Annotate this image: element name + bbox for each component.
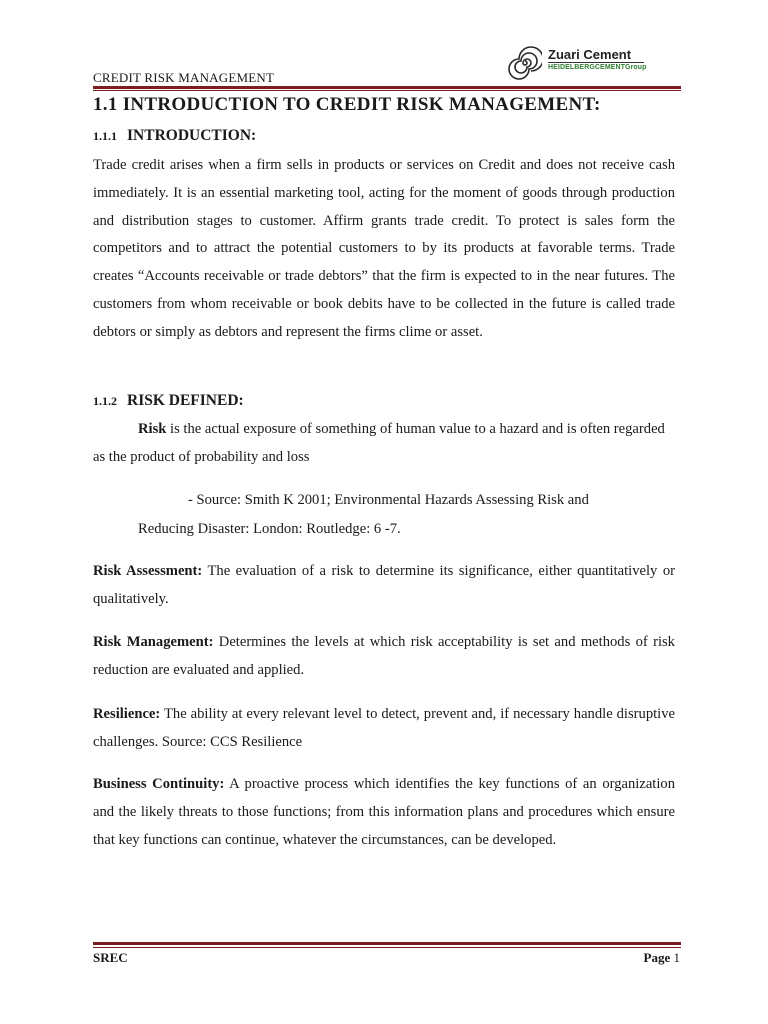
- logo-group-name: HEIDELBERGCEMENTGroup: [548, 64, 647, 71]
- definition-risk-management: [93, 629, 675, 685]
- page-label: Page: [643, 950, 671, 965]
- section-title: 1.1 INTRODUCTION TO CREDIT RISK MANAGEMENT:: [93, 94, 601, 115]
- definition-text: The ability at every relevant level to detect, prevent and, if necessary handle disruptive challenges. Source: CCS Resilience: [93, 706, 675, 750]
- citation-line-1: - Source: Smith K 2001; Environmental Hazards Assessing Risk and: [188, 492, 589, 508]
- definition-text: A proactive process which identifies the key functions of an organization and the likely threats to those functions; from this information plans and procedures which ensure that key functions can continue, whatever the circumstances, can be developed.: [93, 776, 675, 848]
- definition-resilience: [93, 701, 675, 757]
- subsection-title: INTRODUCTION:: [127, 127, 257, 144]
- definition-text: Determines the levels at which risk acceptability is set and methods of risk reduction are evaluated and applied.: [93, 634, 675, 678]
- page-number-value: 1: [673, 950, 680, 965]
- header-rule-thin: [93, 90, 681, 91]
- citation-block: [188, 486, 668, 514]
- risk-definition-paragraph: [93, 416, 675, 472]
- risk-definition-text: is the actual exposure of something of human value to a hazard and is often regarded as the product of probability and loss: [93, 421, 665, 465]
- introduction-paragraph: Trade credit arises when a firm sells in products or services on Credit and does not receive cash immediately. It is an essential marketing tool, acting for the moment of goods through production and distribution stages to customer. Affirm grants trade credit. To protect is sales form the competitors and to attract the potential customers to by its products at favorable terms. Trade creates “Accounts receivable or trade debtors” that the firm is expected to in the near futures. The customers from whom receivable or book debits have to be collected in the future is called trade debtors or simply as debtors and represent the firms clime or asset.: [93, 157, 675, 340]
- subsection-number: 1.1.1: [93, 129, 117, 143]
- footer-rule-thin: [93, 947, 681, 948]
- definition-text: The evaluation of a risk to determine its significance, either quantitatively or qualitatively.: [93, 563, 675, 607]
- subsection-heading-risk: [93, 392, 244, 410]
- definition-business-continuity: [93, 771, 675, 854]
- definition-term: Business Continuity:: [93, 776, 225, 792]
- logo-divider: [548, 62, 644, 63]
- subsection-title: RISK DEFINED:: [127, 392, 244, 409]
- risk-term: Risk: [138, 421, 167, 437]
- page-number: [610, 950, 680, 966]
- footer-rule: [93, 942, 681, 945]
- definition-term: Risk Assessment:: [93, 563, 203, 579]
- logo-brand-name: Zuari Cement: [548, 47, 632, 62]
- citation-line-2: Reducing Disaster: London: Routledge: 6 -7.: [138, 521, 401, 537]
- footer-left-label: SREC: [93, 950, 128, 965]
- company-logo: [508, 44, 648, 84]
- definition-term: Risk Management:: [93, 634, 214, 650]
- spiral-logo-icon: [508, 46, 542, 80]
- definition-risk-assessment: [93, 558, 675, 614]
- subsection-heading-introduction: [93, 127, 256, 145]
- running-header: CREDIT RISK MANAGEMENT: [93, 70, 275, 85]
- header-rule: [93, 86, 681, 89]
- subsection-number: 1.1.2: [93, 394, 117, 408]
- definition-term: Resilience:: [93, 706, 161, 722]
- citation-block-continued: [138, 515, 668, 543]
